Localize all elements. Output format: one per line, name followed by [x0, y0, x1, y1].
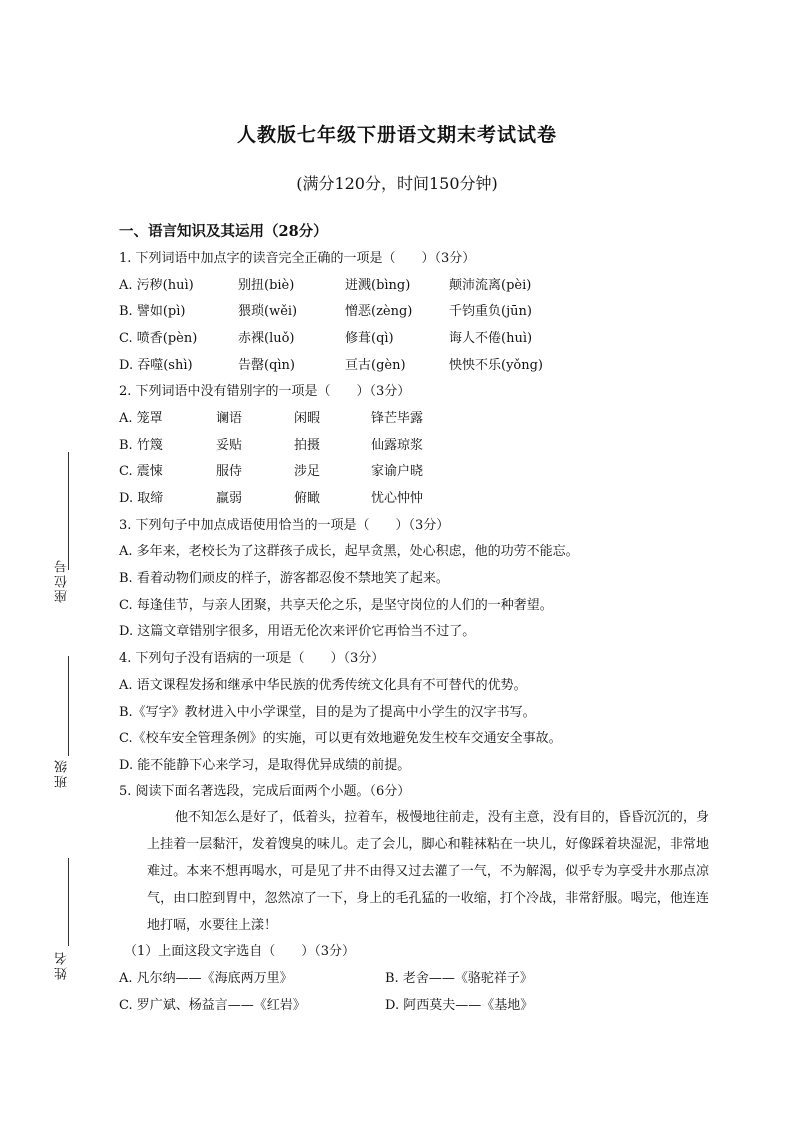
- q5-choice-a: A. 凡尔纳——《海底两万里》: [119, 971, 293, 986]
- q2-d-3: 俯瞰: [294, 491, 321, 506]
- q2-a-1: A. 笼罩: [119, 411, 163, 426]
- q1-b-2: 猥琐(wěi): [238, 304, 298, 319]
- q2-d-2: 羸弱: [216, 491, 243, 506]
- q2-c-2: 服侍: [216, 464, 243, 479]
- q1-d-4: 怏怏不乐(yǒng): [449, 358, 544, 373]
- name-line: [68, 858, 69, 946]
- q4-option-c: C.《校车安全管理条例》的实施，可以更有效地避免发生校车交通安全事故。: [119, 731, 562, 746]
- q1-stem: 1. 下列词语中加点字的读音完全正确的一项是（ ）（3分）: [119, 251, 476, 266]
- q1-c-2: 赤裸(luǒ): [238, 331, 295, 346]
- q1-b-4: 千钧重负(jūn): [449, 304, 532, 319]
- q2-c-3: 涉足: [294, 464, 321, 479]
- q1-b-1: B. 譬如(pì): [119, 304, 186, 319]
- q2-d-4: 忧心忡忡: [371, 491, 424, 506]
- q5-stem: 5. 阅读下面名著选段，完成后面两个小题。（6分）: [119, 784, 411, 799]
- name-label: 姓名: [55, 950, 70, 980]
- section-heading: 一、语言知识及其运用（28分）: [119, 223, 328, 240]
- q3-option-b: B. 看着动物们顽皮的样子，游客都忍俊不禁地笑了起来。: [119, 571, 449, 586]
- q5-choice-d: D. 阿西莫夫——《基地》: [385, 998, 534, 1013]
- q2-b-3: 拍摄: [294, 438, 321, 453]
- q2-c-4: 家谕户晓: [371, 464, 424, 479]
- q1-c-1: C. 喷香(pèn): [119, 331, 198, 346]
- exam-subtitle: (满分120分，时间150分钟): [296, 174, 498, 193]
- q2-a-2: 谰语: [216, 411, 243, 426]
- q5-choice-b: B. 老舍——《骆驼祥子》: [385, 971, 533, 986]
- q1-a-1: A. 污秽(huì): [119, 278, 194, 293]
- q1-a-3: 迸溅(bìng): [345, 278, 411, 293]
- seat-line: [68, 452, 69, 570]
- q5-choice-c: C. 罗广斌、杨益言——《红岩》: [119, 998, 306, 1013]
- q3-stem: 3. 下列句子中加点成语使用恰当的一项是（ ）（3分）: [119, 518, 450, 533]
- q2-b-4: 仙露琼浆: [371, 438, 424, 453]
- q4-option-b: B.《写字》教材进入中小学课堂，目的是为了提高中小学生的汉字书写。: [119, 705, 536, 720]
- seat-label: 座位号: [55, 558, 70, 603]
- q5-sub1: （1）上面这段文字选自（ ）（3分）: [124, 944, 356, 959]
- q2-d-1: D. 取缔: [119, 491, 164, 506]
- q1-d-1: D. 吞噬(shì): [119, 358, 193, 373]
- q2-b-2: 妥贴: [216, 438, 243, 453]
- q5-passage: 他不知怎么是好了，低着头，拉着车，极慢地往前走，没有主意，没有目的，昏昏沉沉的，身上挂着一层黏汗，发着馊臭的味儿。走了会儿，脚心和鞋袜粘在一块儿，好像踩着块湿泥，非常地难过。本来不想再喝水，可是见了井不由得又过去灌了一气，不为解渴，似乎专为享受井水那点凉气，由口腔到胃中，忽然凉了一下，身上的毛孔猛的一收缩，打个冷战，非常舒服。喝完，他连连地打嗝，水要往上漾！: [147, 810, 709, 933]
- q3-option-a: A. 多年来，老校长为了这群孩子成长，起早贪黑，处心积虑，他的功劳不能忘。: [119, 544, 579, 559]
- q1-d-2: 告罄(qìn): [238, 358, 295, 373]
- class-line: [68, 656, 69, 756]
- q1-c-4: 诲人不倦(huì): [449, 331, 533, 346]
- q1-a-4: 颠沛流离(pèi): [449, 278, 532, 293]
- class-label: 班级: [55, 758, 70, 788]
- q4-option-a: A. 语文课程发扬和继承中华民族的优秀传统文化具有不可替代的优势。: [119, 678, 527, 693]
- q1-d-3: 亘古(gèn): [345, 358, 406, 373]
- q2-b-1: B. 竹篾: [119, 438, 163, 453]
- exam-title: 人教版七年级下册语文期末考试试卷: [236, 124, 557, 146]
- q4-stem: 4. 下列句子没有语病的一项是（ ）（3分）: [119, 651, 385, 666]
- q3-option-d: D. 这篇文章错别字很多，用语无伦次来评价它再恰当不过了。: [119, 624, 476, 639]
- q2-a-4: 锋芒毕露: [371, 411, 424, 426]
- q1-a-2: 别扭(biè): [238, 278, 295, 293]
- q1-b-3: 憎恶(zèng): [345, 304, 413, 319]
- q2-stem: 2. 下列词语中没有错别字的一项是（ ）（3分）: [119, 384, 411, 399]
- q2-a-3: 闲暇: [294, 411, 321, 426]
- q2-c-1: C. 震悚: [119, 464, 163, 479]
- q1-c-3: 修葺(qì): [345, 331, 394, 346]
- q4-option-d: D. 能不能静下心来学习，是取得优异成绩的前提。: [119, 758, 411, 773]
- q3-option-c: C. 每逢佳节，与亲人团聚，共享天伦之乐，是坚守岗位的人们的一种奢望。: [119, 598, 553, 613]
